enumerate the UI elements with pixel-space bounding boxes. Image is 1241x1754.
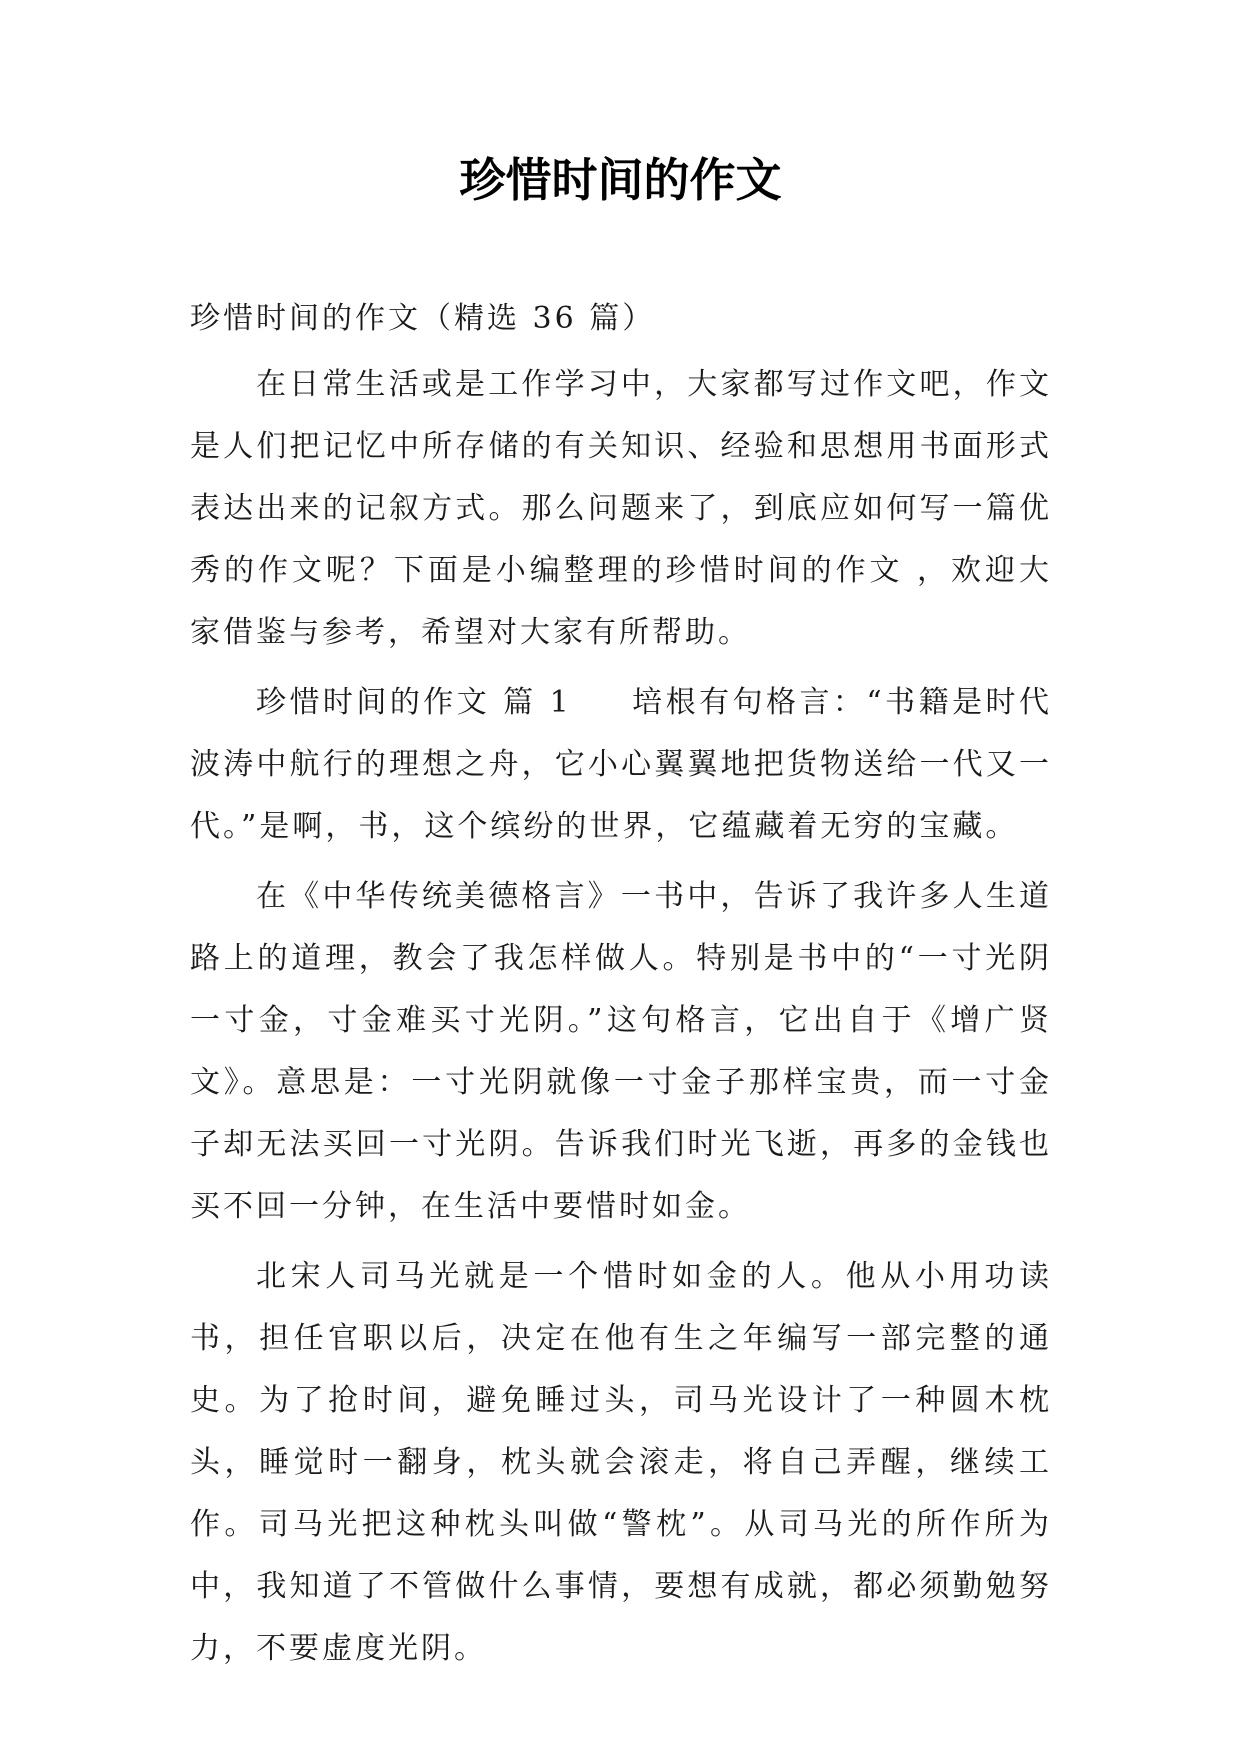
document-title: 珍惜时间的作文 [459,153,782,207]
document-subtitle: 珍惜时间的作文（精选 36 篇） [190,301,656,336]
section-1-label: 珍惜时间的作文 篇 1 [256,685,572,720]
section-1-text: 培根有句格言：“书籍是时代波涛中航行的理想之舟，它小心翼翼地把货物送给一代又一代。”是啊，书，这个缤纷的世界，它蕴藏着无穷的宝藏。 [190,685,1052,844]
section-1-paragraph [190,672,1052,858]
paragraph-2: 在《中华传统美德格言》一书中，告诉了我许多人生道路上的道理，教会了我怎样做人。特别是书中的“一寸光阴一寸金，寸金难买寸光阴。”这句格言，它出自于《增广贤文》。意思是：一寸光阴就像一寸金子那样宝贵，而一寸金子却无法买回一寸光阴。告诉我们时光飞逝，再多的金钱也买不回一分钟，在生活中要惜时如金。 [190,879,1052,1224]
intro-paragraph: 在日常生活或是工作学习中，大家都写过作文吧，作文是人们把记忆中所存储的有关知识、经验和思想用书面形式表达出来的记叙方式。那么问题来了，到底应如何写一篇优秀的作文呢？下面是小编整理的珍惜时间的作文 ，欢迎大家借鉴与参考，希望对大家有所帮助。 [190,367,1052,650]
document-body [190,288,1052,1688]
paragraph-3: 北宋人司马光就是一个惜时如金的人。他从小用功读书，担任官职以后，决定在他有生之年编写一部完整的通史。为了抢时间，避免睡过头，司马光设计了一种圆木枕头，睡觉时一翻身，枕头就会滚走，将自己弄醒，继续工作。司马光把这种枕头叫做“警枕”。从司马光的所作所为中，我知道了不管做什么事情，要想有成就，都必须勤勉努力，不要虚度光阴。 [190,1259,1052,1666]
